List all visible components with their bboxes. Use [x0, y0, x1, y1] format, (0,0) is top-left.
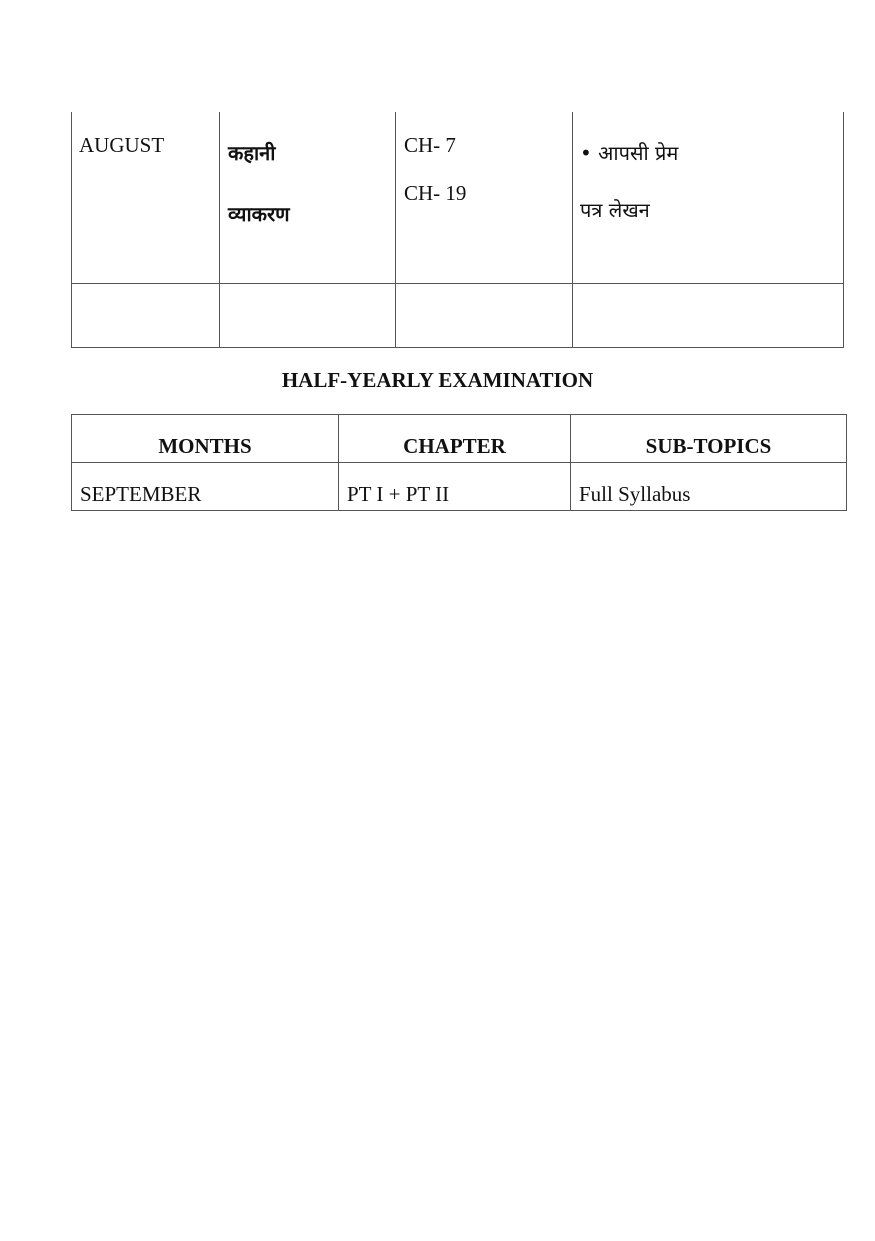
- subtopic-cell: पत्र लेखन: [580, 198, 650, 222]
- table-border-bottom: [71, 347, 844, 348]
- column-header-months: MONTHS: [72, 415, 339, 463]
- exam-table: [71, 414, 847, 511]
- column-divider: [572, 112, 573, 348]
- subtopic-cell: Full Syllabus: [571, 463, 847, 511]
- chapter-cell: PT I + PT II: [339, 463, 571, 511]
- row-divider: [71, 283, 844, 284]
- topic-cell: कहानी: [228, 141, 276, 165]
- month-cell: SEPTEMBER: [72, 463, 339, 511]
- column-divider: [395, 112, 396, 348]
- table-row: [72, 463, 847, 511]
- column-header-subtopics: SUB-TOPICS: [571, 415, 847, 463]
- month-cell: AUGUST: [79, 133, 165, 157]
- column-header-chapter: CHAPTER: [339, 415, 571, 463]
- chapter-cell: CH- 19: [404, 181, 467, 205]
- table-border-right: [843, 112, 844, 348]
- syllabus-table: [71, 112, 844, 348]
- topic-cell: व्याकरण: [228, 202, 290, 226]
- section-heading: HALF-YEARLY EXAMINATION: [281, 368, 594, 392]
- table-border-left: [71, 112, 72, 348]
- chapter-cell: CH- 7: [404, 133, 456, 157]
- subtopic-cell: • आपसी प्रेम: [580, 141, 679, 165]
- column-divider: [219, 112, 220, 348]
- table-header-row: [72, 415, 847, 463]
